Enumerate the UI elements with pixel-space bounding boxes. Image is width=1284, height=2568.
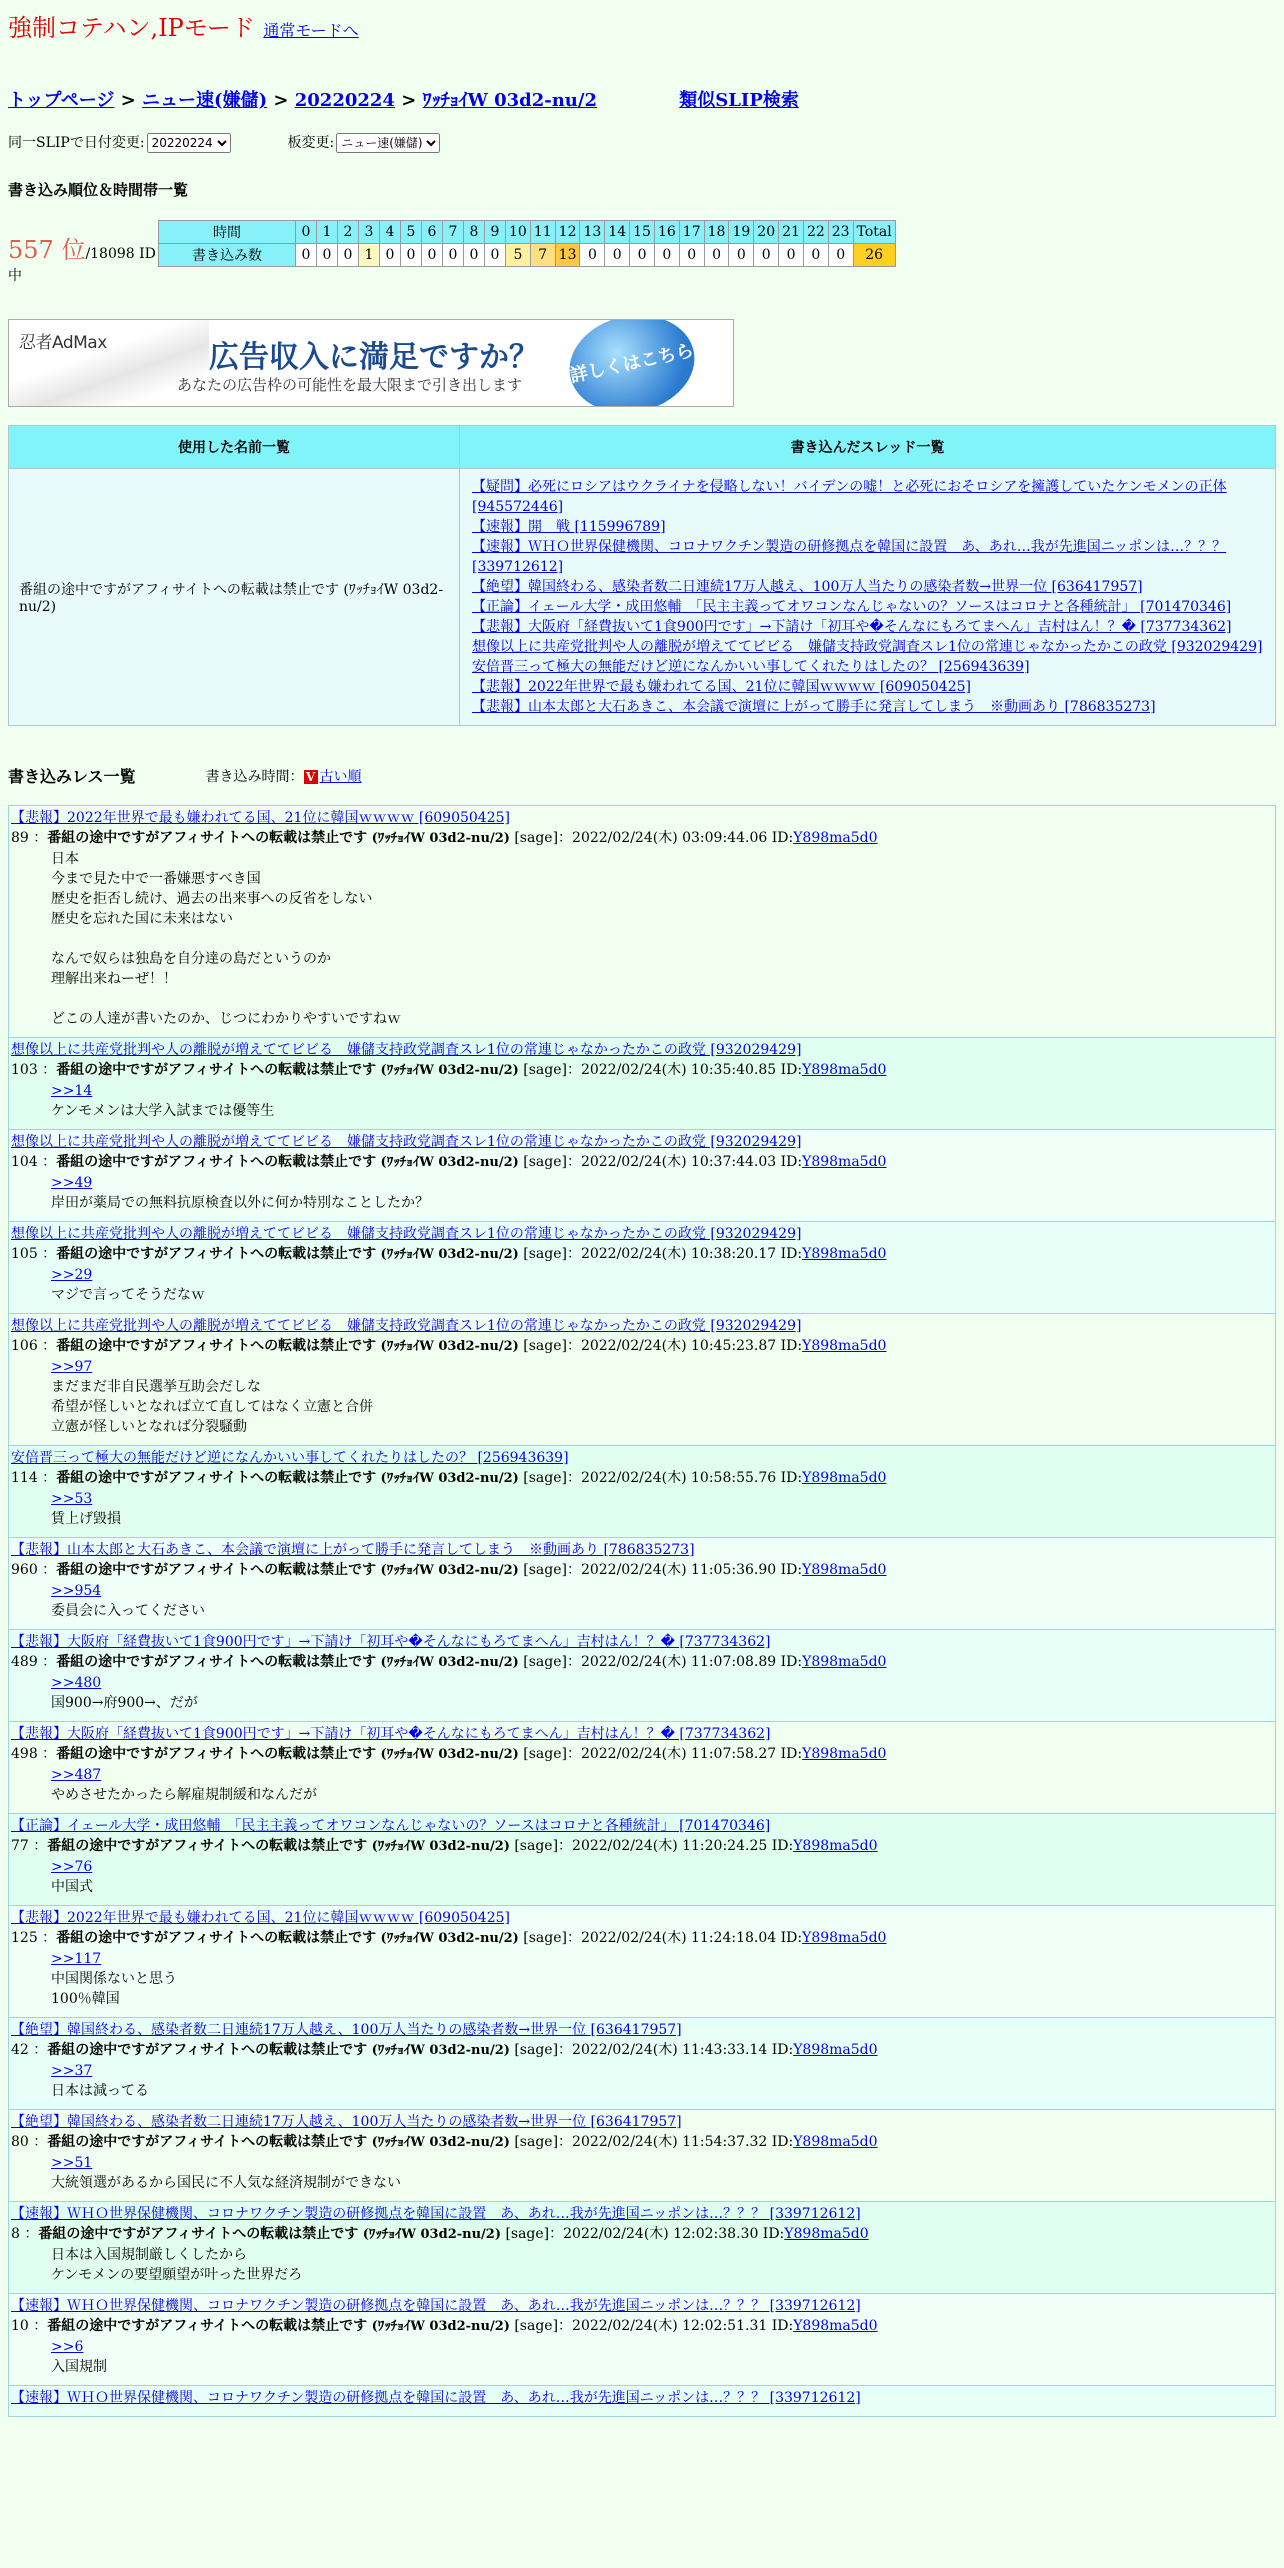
post-header: 960 ：番組の途中ですがアフィサイトへの転載は禁止です (ﾜｯﾁｮｲW 03d2-nu/2) [sage]：2022/02/24(木) 11:05:36.90 ID:Y898ma5d0: [11, 1562, 887, 1578]
thread-link[interactable]: 安倍晋三って極大の無能だけど逆になんかいい事してくれたりはしたの？ [256943639]: [472, 659, 1030, 675]
post: [8, 2294, 1276, 2386]
count-cell: 0: [729, 244, 754, 267]
post-trip: (ﾜｯﾁｮｲW 03d2-nu/2): [380, 1747, 519, 1762]
post-trip: (ﾜｯﾁｮｲW 03d2-nu/2): [380, 1339, 519, 1354]
post-meta: [sage]：2022/02/24(木) 11:24:18.04 ID:: [523, 1930, 803, 1946]
breadcrumb-sep: >: [120, 90, 136, 111]
reply-anchor-link[interactable]: >>53: [51, 1491, 93, 1507]
reply-anchor-link[interactable]: >>487: [51, 1767, 102, 1783]
post-line: ケンモメンの要望願望が叶った世界だろ: [51, 2267, 303, 2283]
post: [8, 1538, 1276, 1630]
post-header: 114 ：番組の途中ですがアフィサイトへの転載は禁止です (ﾜｯﾁｮｲW 03d2-nu/2) [sage]：2022/02/24(木) 10:58:55.76 ID:Y898ma5d0: [11, 1470, 887, 1486]
post-header: 489 ：番組の途中ですがアフィサイトへの転載は禁止です (ﾜｯﾁｮｲW 03d2-nu/2) [sage]：2022/02/24(木) 11:07:08.89 ID:Y898ma5d0: [11, 1654, 887, 1670]
post-header: 10 ：番組の途中ですがアフィサイトへの転載は禁止です (ﾜｯﾁｮｲW 03d2-nu/2) [sage]：2022/02/24(木) 12:02:51.31 ID:Y898ma5d0: [11, 2318, 878, 2334]
hour-cell: 15: [630, 221, 655, 244]
post-meta: [sage]：2022/02/24(木) 11:43:33.14 ID:: [514, 2042, 794, 2058]
rank-total: /18098 ID中: [8, 246, 156, 284]
post-trip: (ﾜｯﾁｮｲW 03d2-nu/2): [380, 1655, 519, 1670]
names-table: [8, 425, 1276, 726]
post-id-link[interactable]: Y898ma5d0: [802, 1930, 887, 1946]
post: [8, 2110, 1276, 2202]
post-line: 希望が怪しいとなれば立て直してはなく立憲と合併: [51, 1399, 373, 1415]
post: [8, 1038, 1276, 1130]
breadcrumb-slip[interactable]: ﾜｯﾁｮｲW 03d2-nu/2: [422, 90, 597, 111]
post-id-link[interactable]: Y898ma5d0: [793, 2134, 878, 2150]
total-count: 26: [853, 244, 895, 267]
post-line: 入国規制: [51, 2359, 107, 2375]
reply-anchor-link[interactable]: >>14: [51, 1083, 93, 1099]
count-cell: 0: [803, 244, 828, 267]
post-trip: (ﾜｯﾁｮｲW 03d2-nu/2): [371, 2135, 510, 2150]
hour-cell: 23: [828, 221, 853, 244]
post-header: 498 ：番組の途中ですがアフィサイトへの転載は禁止です (ﾜｯﾁｮｲW 03d2-nu/2) [sage]：2022/02/24(木) 11:07:58.27 ID:Y898ma5d0: [11, 1746, 887, 1762]
reply-anchor-link[interactable]: >>480: [51, 1675, 102, 1691]
post-meta: [sage]：2022/02/24(木) 10:38:20.17 ID:: [523, 1246, 803, 1262]
hour-cell: 10: [506, 221, 531, 244]
post-number: 77: [11, 1838, 29, 1854]
post-meta: [sage]：2022/02/24(木) 12:02:51.31 ID:: [514, 2318, 794, 2334]
hour-cell: 13: [580, 221, 605, 244]
post-thread-link[interactable]: 【絶望】韓国終わる、感染者数二日連続17万人越え、100万人当たりの感染者数→世界一位 [636417957]: [11, 2022, 682, 2038]
count-cell: 0: [828, 244, 853, 267]
post-line: 中国式: [51, 1879, 93, 1895]
thread-link[interactable]: 【速報】ＷＨＯ世界保健機関、コロナワクチン製造の研修拠点を韓国に設置 あ、あれ…我が先進国ニッポンは…？？？ [339712612]: [472, 539, 1227, 575]
post-header: 77 ：番組の途中ですがアフィサイトへの転載は禁止です (ﾜｯﾁｮｲW 03d2-nu/2) [sage]：2022/02/24(木) 11:20:24.25 ID:Y898ma5d0: [11, 1838, 878, 1854]
board-select[interactable]: [336, 133, 440, 153]
hourly-table: [158, 220, 896, 267]
hour-cell: 0: [296, 221, 317, 244]
breadcrumb-board[interactable]: ニュー速(嫌儲): [142, 90, 268, 111]
count-cell: 7: [530, 244, 555, 267]
post-line: 国900→府900→、だが: [51, 1695, 198, 1711]
post-line: 大統領選があるから国民に不人気な経済規制ができない: [51, 2175, 401, 2191]
post-id-link[interactable]: Y898ma5d0: [802, 1562, 887, 1578]
post-id-link[interactable]: Y898ma5d0: [802, 1470, 887, 1486]
post-id-link[interactable]: Y898ma5d0: [802, 1338, 887, 1354]
reply-anchor-link[interactable]: >>954: [51, 1583, 102, 1599]
count-cell: 0: [779, 244, 804, 267]
ranking-section: [8, 220, 1276, 285]
post-body: [51, 1581, 1273, 1621]
post: [8, 1814, 1276, 1906]
count-cell: 0: [704, 244, 729, 267]
post-line: 日本: [51, 851, 79, 867]
post-body: [51, 1489, 1273, 1529]
post-meta: [sage]：2022/02/24(木) 11:07:58.27 ID:: [523, 1746, 803, 1762]
reply-anchor-link[interactable]: >>51: [51, 2155, 93, 2171]
post-name: 番組の途中ですがアフィサイトへの転載は禁止です: [47, 2318, 368, 2334]
total-label: Total: [853, 221, 895, 244]
post-line: まだまだ非自民選挙互助会だしな: [51, 1379, 261, 1395]
post-trip: (ﾜｯﾁｮｲW 03d2-nu/2): [380, 1063, 519, 1078]
post-body: [51, 2153, 1273, 2193]
post: [8, 1222, 1276, 1314]
post-line: 日本は入国規制厳しくしたから: [51, 2247, 247, 2263]
post-meta: [sage]：2022/02/24(木) 10:35:40.85 ID:: [523, 1062, 803, 1078]
post-thread-link[interactable]: 【悲報】2022年世界で最も嫌われてる国、21位に韓国ｗｗｗｗ [609050425]: [11, 810, 510, 826]
count-cell: 13: [555, 244, 580, 267]
post-header: 103 ：番組の途中ですがアフィサイトへの転載は禁止です (ﾜｯﾁｮｲW 03d2-nu/2) [sage]：2022/02/24(木) 10:35:40.85 ID:Y898ma5d0: [11, 1062, 887, 1078]
post-body: [51, 1673, 1273, 1713]
hour-row: [159, 221, 896, 244]
post: [8, 1630, 1276, 1722]
count-cell: 0: [605, 244, 630, 267]
thread-link[interactable]: 【正論】イェール大学・成田悠輔 「民主主義ってオワコンなんじゃないの？ソースはコロナと各種統計」 [701470346]: [472, 599, 1232, 615]
post: [8, 806, 1276, 1038]
sort-label: 書き込み時間：: [205, 768, 304, 785]
post-body: [51, 2337, 1273, 2377]
post-thread-link[interactable]: 【悲報】2022年世界で最も嫌われてる国、21位に韓国ｗｗｗｗ [609050425]: [11, 1910, 510, 1926]
post-id-link[interactable]: Y898ma5d0: [784, 2226, 869, 2242]
hour-cell: 12: [555, 221, 580, 244]
breadcrumb: [8, 86, 1276, 112]
posts-heading: 書き込みレス一覧: [8, 767, 136, 786]
post: [8, 2386, 1276, 2417]
post-name: 番組の途中ですがアフィサイトへの転載は禁止です: [38, 2226, 359, 2242]
post-name: 番組の途中ですがアフィサイトへの転載は禁止です: [56, 1338, 377, 1354]
ad-cta-button[interactable]: 詳しくはこちら: [560, 319, 703, 407]
reply-anchor-link[interactable]: >>6: [51, 2339, 84, 2355]
count-cell: 1: [359, 244, 380, 267]
post-id-link[interactable]: Y898ma5d0: [802, 1246, 887, 1262]
hour-cell: 4: [380, 221, 401, 244]
count-cell: 0: [754, 244, 779, 267]
post-number: 114: [11, 1470, 38, 1486]
post-number: 125: [11, 1930, 38, 1946]
hour-cell: 5: [401, 221, 422, 244]
post-meta: [sage]：2022/02/24(木) 11:20:24.25 ID:: [514, 1838, 794, 1854]
count-label: 書き込み数: [159, 244, 296, 267]
post: [8, 1722, 1276, 1814]
hour-cell: 1: [317, 221, 338, 244]
used-name: 番組の途中ですがアフィサイトへの転載は禁止です (ﾜｯﾁｮｲW 03d2-nu/2): [9, 469, 460, 726]
post-id-link[interactable]: Y898ma5d0: [802, 1062, 887, 1078]
post-name: 番組の途中ですがアフィサイトへの転載は禁止です: [56, 1746, 377, 1762]
post-line: 今まで見た中で一番嫌悪すべき国: [51, 871, 261, 887]
reply-anchor-link[interactable]: >>37: [51, 2063, 93, 2079]
count-cell: 0: [485, 244, 506, 267]
post-line: ケンモメンは大学入試までは優等生: [51, 1103, 275, 1119]
count-cell: 0: [679, 244, 704, 267]
breadcrumb-sep: >: [273, 90, 289, 111]
breadcrumb-top[interactable]: トップページ: [8, 90, 115, 111]
sort-control: [206, 766, 362, 786]
post-meta: [sage]：2022/02/24(木) 10:37:44.03 ID:: [523, 1154, 803, 1170]
time-label: 時間: [159, 221, 296, 244]
post-name: 番組の途中ですがアフィサイトへの転載は禁止です: [56, 1930, 377, 1946]
posts-list: [8, 805, 1276, 2417]
post-meta: [sage]：2022/02/24(木) 11:05:36.90 ID:: [523, 1562, 803, 1578]
post-meta: [sage]：2022/02/24(木) 12:02:38.30 ID:: [505, 2226, 785, 2242]
ad-headline: 広告収入に満足ですか？: [209, 340, 539, 375]
post-name: 番組の途中ですがアフィサイトへの転載は禁止です: [47, 830, 368, 846]
post-number: 42: [11, 2042, 29, 2058]
post-line: 賃上げ毀損: [51, 1511, 121, 1527]
post-number: 960: [11, 1562, 38, 1578]
reply-anchor-link[interactable]: >>76: [51, 1859, 93, 1875]
post-number: 498: [11, 1746, 38, 1762]
reply-anchor-link[interactable]: >>117: [51, 1951, 102, 1967]
post-number: 103: [11, 1062, 38, 1078]
post-meta: [sage]：2022/02/24(木) 11:54:37.32 ID:: [514, 2134, 794, 2150]
post-line: [51, 929, 1273, 949]
sort-order-icon: V: [304, 770, 318, 784]
hour-cell: 7: [443, 221, 464, 244]
ad-logo: 忍者AdMax: [19, 333, 107, 353]
post-line: 歴史を拒否し続け、過去の出来事への反省をしない: [51, 891, 373, 907]
post-id-link[interactable]: Y898ma5d0: [802, 1654, 887, 1670]
post-line: マジで言ってそうだなｗ: [51, 1287, 205, 1303]
post-meta: [sage]：2022/02/24(木) 10:58:55.76 ID:: [523, 1470, 803, 1486]
post: [8, 1314, 1276, 1446]
post-trip: (ﾜｯﾁｮｲW 03d2-nu/2): [380, 1471, 519, 1486]
post-number: 89: [11, 830, 29, 846]
post-body: [51, 849, 1273, 1029]
post-name: 番組の途中ですがアフィサイトへの転載は禁止です: [47, 2042, 368, 2058]
post-body: [51, 1857, 1273, 1897]
post-trip: (ﾜｯﾁｮｲW 03d2-nu/2): [371, 831, 510, 846]
ad-subtext: あなたの広告枠の可能性を最大限まで引き出します: [177, 376, 523, 394]
post: [8, 1446, 1276, 1538]
post-line: なんで奴らは独島を自分達の島だというのか: [51, 951, 331, 967]
post-name: 番組の途中ですがアフィサイトへの転載は禁止です: [56, 1562, 377, 1578]
post-line: やめさせたかったら解雇規制緩和なんだが: [51, 1787, 317, 1803]
hour-cell: 3: [359, 221, 380, 244]
post-body: [51, 1173, 1273, 1213]
count-cell: 0: [296, 244, 317, 267]
hour-cell: 19: [729, 221, 754, 244]
post-line: 理解出来ねーぜ！！: [51, 971, 177, 987]
count-row: [159, 244, 896, 267]
post-name: 番組の途中ですがアフィサイトへの転載は禁止です: [47, 1838, 368, 1854]
post-number: 104: [11, 1154, 38, 1170]
post-header: 125 ：番組の途中ですがアフィサイトへの転載は禁止です (ﾜｯﾁｮｲW 03d2-nu/2) [sage]：2022/02/24(木) 11:24:18.04 ID:Y898ma5d0: [11, 1930, 887, 1946]
post-thread-link[interactable]: 想像以上に共産党批判や人の離脱が増えててビビる 嫌儲支持政党調査スレ1位の常連じゃなかったかこの政党 [932029429]: [11, 1318, 802, 1334]
post-trip: (ﾜｯﾁｮｲW 03d2-nu/2): [380, 1563, 519, 1578]
post-thread-link[interactable]: 【悲報】大阪府「経費抜いて1食900円です」→下請け「初耳や�そんなにもろてまへん」吉村はん！？� [737734362]: [11, 1726, 771, 1742]
count-cell: 0: [464, 244, 485, 267]
select-row: [8, 132, 1276, 153]
similar-slip-search-link[interactable]: 類似SLIP検索: [679, 90, 799, 111]
post-thread-link[interactable]: 【絶望】韓国終わる、感染者数二日連続17万人越え、100万人当たりの感染者数→世界一位 [636417957]: [11, 2114, 682, 2130]
post-id-link[interactable]: Y898ma5d0: [793, 2042, 878, 2058]
thread-link[interactable]: 【疑問】必死にロシアはウクライナを侵略しない！バイデンの嘘！と必死におそロシアを擁護していたケンモメンの正体 [945572446]: [472, 479, 1227, 515]
thread-list: [460, 469, 1276, 726]
normal-mode-link[interactable]: 通常モードへ: [263, 21, 359, 40]
thread-link[interactable]: 【悲報】大阪府「経費抜いて1食900円です」→下請け「初耳や�そんなにもろてまへん」吉村はん！？� [737734362]: [472, 619, 1232, 635]
rank-box: [8, 220, 158, 285]
hour-cell: 2: [338, 221, 359, 244]
post-thread-link[interactable]: 【速報】ＷＨＯ世界保健機関、コロナワクチン製造の研修拠点を韓国に設置 あ、あれ…我が先進国ニッポンは…？？？ [339712612]: [11, 2206, 861, 2222]
post-line: 立憲が怪しいとなれば分裂騒動: [51, 1419, 247, 1435]
post-header: 104 ：番組の途中ですがアフィサイトへの転載は禁止です (ﾜｯﾁｮｲW 03d2-nu/2) [sage]：2022/02/24(木) 10:37:44.03 ID:Y898ma5d0: [11, 1154, 887, 1170]
post-body: [51, 1765, 1273, 1805]
hour-cell: 16: [654, 221, 679, 244]
post-trip: (ﾜｯﾁｮｲW 03d2-nu/2): [380, 1931, 519, 1946]
post-line: [51, 989, 1273, 1009]
post-header: 105 ：番組の途中ですがアフィサイトへの転載は禁止です (ﾜｯﾁｮｲW 03d2-nu/2) [sage]：2022/02/24(木) 10:38:20.17 ID:Y898ma5d0: [11, 1246, 887, 1262]
hour-cell: 22: [803, 221, 828, 244]
thread-link[interactable]: 【悲報】2022年世界で最も嫌われてる国、21位に韓国ｗｗｗｗ [609050425]: [472, 679, 971, 695]
post-number: 105: [11, 1246, 38, 1262]
hour-cell: 6: [422, 221, 443, 244]
post: [8, 1130, 1276, 1222]
post-line: 歴史を忘れた国に未来はない: [51, 911, 233, 927]
date-select-label: 同一SLIPで日付変更:: [8, 135, 145, 151]
hour-cell: 8: [464, 221, 485, 244]
post-id-link[interactable]: Y898ma5d0: [793, 1838, 878, 1854]
post: [8, 2202, 1276, 2294]
post-id-link[interactable]: Y898ma5d0: [802, 1154, 887, 1170]
count-cell: 0: [401, 244, 422, 267]
hour-cell: 9: [485, 221, 506, 244]
hour-cell: 20: [754, 221, 779, 244]
posts-heading-row: [8, 764, 1276, 787]
post-trip: (ﾜｯﾁｮｲW 03d2-nu/2): [371, 1839, 510, 1854]
thread-link[interactable]: 【絶望】韓国終わる、感染者数二日連続17万人越え、100万人当たりの感染者数→世界一位 [636417957]: [472, 579, 1143, 595]
thread-link[interactable]: 想像以上に共産党批判や人の離脱が増えててビビる 嫌儲支持政党調査スレ1位の常連じゃなかったかこの政党 [932029429]: [472, 639, 1263, 655]
header: [8, 8, 1276, 42]
post-number: 8: [11, 2226, 20, 2242]
count-cell: 5: [506, 244, 531, 267]
post-id-link[interactable]: Y898ma5d0: [793, 830, 878, 846]
threads-column-header: 書き込んだスレッド一覧: [460, 426, 1276, 469]
post-name: 番組の途中ですがアフィサイトへの転載は禁止です: [56, 1470, 377, 1486]
count-cell: 0: [654, 244, 679, 267]
post-thread-link[interactable]: 【悲報】山本太郎と大石あきこ、本会議で演壇に上がって勝手に発言してしまう ※動画あり [786835273]: [11, 1542, 695, 1558]
hour-cell: 21: [779, 221, 804, 244]
ranking-heading: 書き込み順位＆時間帯一覧: [8, 181, 189, 199]
post-header: 89 ：番組の途中ですがアフィサイトへの転載は禁止です (ﾜｯﾁｮｲW 03d2-nu/2) [sage]：2022/02/24(木) 03:09:44.06 ID:Y898ma5d0: [11, 830, 878, 846]
post-trip: (ﾜｯﾁｮｲW 03d2-nu/2): [371, 2043, 510, 2058]
post-header: 106 ：番組の途中ですがアフィサイトへの転載は禁止です (ﾜｯﾁｮｲW 03d2-nu/2) [sage]：2022/02/24(木) 10:45:23.87 ID:Y898ma5d0: [11, 1338, 887, 1354]
post-trip: (ﾜｯﾁｮｲW 03d2-nu/2): [380, 1155, 519, 1170]
breadcrumb-sep: >: [401, 90, 417, 111]
post-header: 42 ：番組の途中ですがアフィサイトへの転載は禁止です (ﾜｯﾁｮｲW 03d2-nu/2) [sage]：2022/02/24(木) 11:43:33.14 ID:Y898ma5d0: [11, 2042, 878, 2058]
reply-anchor-link[interactable]: >>29: [51, 1267, 93, 1283]
hour-cell: 11: [530, 221, 555, 244]
post-trip: (ﾜｯﾁｮｲW 03d2-nu/2): [362, 2227, 501, 2242]
post-name: 番組の途中ですがアフィサイトへの転載は禁止です: [56, 1062, 377, 1078]
rank-number: 557 位: [8, 236, 86, 264]
count-cell: 0: [317, 244, 338, 267]
post-thread-link[interactable]: 【速報】ＷＨＯ世界保健機関、コロナワクチン製造の研修拠点を韓国に設置 あ、あれ…我が先進国ニッポンは…？？？ [339712612]: [11, 2298, 861, 2314]
post-trip: (ﾜｯﾁｮｲW 03d2-nu/2): [371, 2319, 510, 2334]
count-cell: 0: [422, 244, 443, 267]
sort-oldest-link[interactable]: 古い順: [319, 768, 362, 785]
post-meta: [sage]：2022/02/24(木) 03:09:44.06 ID:: [514, 830, 794, 846]
post-line: 日本は減ってる: [51, 2083, 149, 2099]
post-line: 岸田が薬局での無料抗原検査以外に何か特別なことしたか？: [51, 1195, 429, 1211]
post-id-link[interactable]: Y898ma5d0: [802, 1746, 887, 1762]
reply-anchor-link[interactable]: >>97: [51, 1359, 93, 1375]
board-select-label: 板変更:: [287, 135, 335, 151]
post-thread-link[interactable]: 【速報】ＷＨＯ世界保健機関、コロナワクチン製造の研修拠点を韓国に設置 あ、あれ…我が先進国ニッポンは…？？？ [339712612]: [11, 2390, 861, 2406]
post: [8, 1906, 1276, 2018]
post: [8, 2018, 1276, 2110]
post-number: 80: [11, 2134, 29, 2150]
count-cell: 0: [630, 244, 655, 267]
hour-cell: 14: [605, 221, 630, 244]
post-body: [51, 1265, 1273, 1305]
post-thread-link[interactable]: 想像以上に共産党批判や人の離脱が増えててビビる 嫌儲支持政党調査スレ1位の常連じゃなかったかこの政党 [932029429]: [11, 1226, 802, 1242]
post-meta: [sage]：2022/02/24(木) 11:07:08.89 ID:: [523, 1654, 803, 1670]
post-body: [51, 1949, 1273, 2009]
post-name: 番組の途中ですがアフィサイトへの転載は禁止です: [47, 2134, 368, 2150]
post-trip: (ﾜｯﾁｮｲW 03d2-nu/2): [380, 1247, 519, 1262]
count-cell: 0: [580, 244, 605, 267]
post-line: 100％韓国: [51, 1991, 120, 2007]
post-thread-link[interactable]: 想像以上に共産党批判や人の離脱が増えててビビる 嫌儲支持政党調査スレ1位の常連じゃなかったかこの政党 [932029429]: [11, 1042, 802, 1058]
post-number: 10: [11, 2318, 29, 2334]
ad-banner[interactable]: [8, 319, 734, 407]
post-number: 106: [11, 1338, 38, 1354]
count-cell: 0: [338, 244, 359, 267]
post-number: 489: [11, 1654, 38, 1670]
post-body: [51, 1081, 1273, 1121]
post-meta: [sage]：2022/02/24(木) 10:45:23.87 ID:: [523, 1338, 803, 1354]
breadcrumb-date[interactable]: 20220224: [294, 90, 395, 111]
post-body: [51, 1357, 1273, 1437]
post-line: 中国関係ないと思う: [51, 1971, 177, 1987]
post-id-link[interactable]: Y898ma5d0: [793, 2318, 878, 2334]
post-name: 番組の途中ですがアフィサイトへの転載は禁止です: [56, 1246, 377, 1262]
post-line: どこの人達が書いたのか、じつにわかりやすいですねｗ: [51, 1011, 401, 1027]
names-column-header: 使用した名前一覧: [9, 426, 460, 469]
count-cell: 0: [443, 244, 464, 267]
hour-cell: 17: [679, 221, 704, 244]
post-thread-link[interactable]: 想像以上に共産党批判や人の離脱が増えててビビる 嫌儲支持政党調査スレ1位の常連じゃなかったかこの政党 [932029429]: [11, 1134, 802, 1150]
reply-anchor-link[interactable]: >>49: [51, 1175, 93, 1191]
post-thread-link[interactable]: 【悲報】大阪府「経費抜いて1食900円です」→下請け「初耳や�そんなにもろてまへん」吉村はん！？� [737734362]: [11, 1634, 771, 1650]
post-thread-link[interactable]: 安倍晋三って極大の無能だけど逆になんかいい事してくれたりはしたの？ [256943639]: [11, 1450, 569, 1466]
post-line: 委員会に入ってください: [51, 1603, 205, 1619]
post-name: 番組の途中ですがアフィサイトへの転載は禁止です: [56, 1654, 377, 1670]
post-header: 80 ：番組の途中ですがアフィサイトへの転載は禁止です (ﾜｯﾁｮｲW 03d2-nu/2) [sage]：2022/02/24(木) 11:54:37.32 ID:Y898ma5d0: [11, 2134, 878, 2150]
date-select[interactable]: [147, 133, 231, 153]
post-body: [51, 2245, 1273, 2285]
count-cell: 0: [380, 244, 401, 267]
post-thread-link[interactable]: 【正論】イェール大学・成田悠輔 「民主主義ってオワコンなんじゃないの？ソースはコロナと各種統計」 [701470346]: [11, 1818, 771, 1834]
thread-link[interactable]: 【速報】開 戦 [115996789]: [472, 519, 666, 535]
hour-cell: 18: [704, 221, 729, 244]
post-header: 8 ：番組の途中ですがアフィサイトへの転載は禁止です (ﾜｯﾁｮｲW 03d2-nu/2) [sage]：2022/02/24(木) 12:02:38.30 ID:Y898ma5d0: [11, 2226, 869, 2242]
post-name: 番組の途中ですがアフィサイトへの転載は禁止です: [56, 1154, 377, 1170]
site-title: 強制コテハン,IPモード: [8, 14, 255, 42]
post-body: [51, 2061, 1273, 2101]
thread-link[interactable]: 【悲報】山本太郎と大石あきこ、本会議で演壇に上がって勝手に発言してしまう ※動画あり [786835273]: [472, 699, 1156, 715]
